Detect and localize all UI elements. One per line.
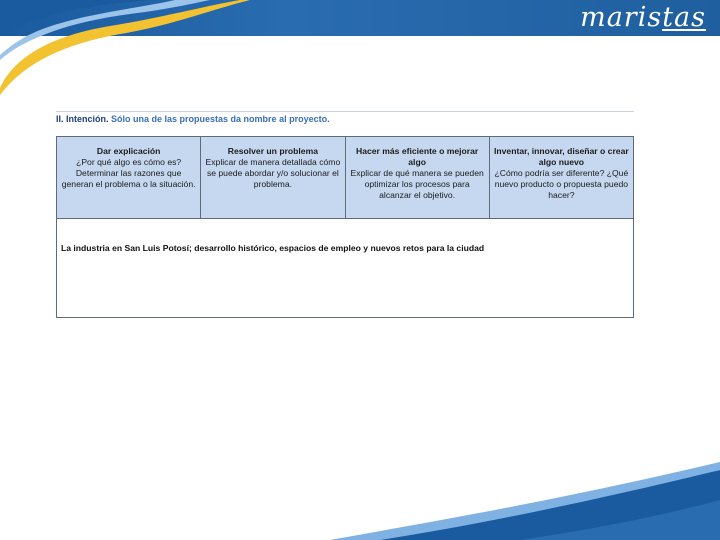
option-invent — [489, 137, 633, 218]
section-subtitle: Sólo una de las propuestas da nombre al proyecto. — [111, 114, 330, 124]
option-explain — [57, 137, 200, 218]
divider — [56, 111, 634, 112]
option-solve — [200, 137, 344, 218]
option-improve — [345, 137, 489, 218]
section-heading — [56, 114, 330, 124]
option-description: ¿Cómo podría ser diferente? ¿Qué nuevo producto o propuesta puedo hacer? — [494, 168, 629, 200]
logo-text: maristas — [580, 2, 706, 33]
project-name: La industria en San Luis Potosí; desarrollo histórico, espacios de empleo y nuevos retos para la ciudad — [61, 243, 485, 253]
option-description: ¿Por qué algo es cómo es? Determinar las razones que generan el problema o la situación. — [61, 157, 196, 189]
section-number: II. Intención. — [56, 114, 109, 124]
option-description: Explicar de manera detallada cómo se puede abordar y/o solucionar el problema. — [205, 157, 341, 189]
maristas-logo — [580, 2, 706, 31]
option-description: Explicar de qué manera se pueden optimizar los procesos para alcanzar el objetivo. — [350, 168, 484, 200]
option-title: Resolver un problema — [227, 146, 318, 156]
option-title: Hacer más eficiente o mejorar algo — [355, 146, 479, 167]
intention-table — [56, 136, 634, 318]
option-title: Inventar, innovar, diseñar o crear algo nuevo — [494, 146, 629, 167]
option-title: Dar explicación — [96, 146, 161, 156]
options-row — [57, 137, 633, 219]
